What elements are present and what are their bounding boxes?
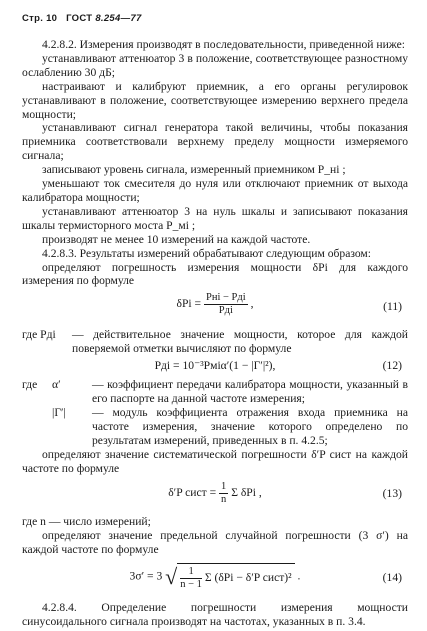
formula-13 [22, 475, 408, 515]
fraction [204, 292, 248, 317]
definition-label: где Pдi [22, 328, 56, 342]
definition-row [22, 328, 408, 356]
fraction-denominator: n [221, 494, 227, 506]
paragraph: записывают уровень сигнала, измеренный приемником P_нi ; [42, 163, 346, 177]
paragraph: настраивают и калибруют приемник, а его органы регулировок устанавливают в положение, соответствующее измерению верхнего предела мощности; [22, 79, 408, 121]
page-number: Стр. 10 [22, 13, 58, 24]
definition-symbol: α′ [52, 378, 61, 392]
fraction [180, 566, 202, 591]
fraction-denominator: n − 1 [180, 579, 202, 591]
formula-14 [22, 557, 408, 601]
fraction-numerator: 1 [221, 481, 227, 493]
paragraph: устанавливают сигнал генератора такой величины, чтобы показания приемника соответствовали верхнему пределу мощности измеряемого сигнала; [22, 121, 408, 163]
fraction-denominator: Pдi [218, 305, 233, 317]
definition-row [22, 378, 408, 406]
formula-number: (13) [382, 487, 402, 501]
paragraph: определяют значение предельной случайной погрешности (3 σ′) на каждой частоте по формуле [22, 529, 408, 557]
formula-lhs: δ′P сист = [168, 486, 217, 500]
formula-number: (12) [382, 359, 402, 373]
formula-tail: , [250, 297, 254, 311]
paragraph: определяют значение систематической погрешности δ′P сист на каждой частоте по формуле [22, 447, 408, 475]
paragraph: устанавливают аттенюатор 3 в положение, соответствующее разностному ослаблению 30 дБ; [22, 51, 408, 79]
fraction-numerator: Pнi − Pдi [206, 292, 246, 304]
formula-number: (14) [382, 571, 402, 585]
definition-text: — модуль коэффициента отражения входа приемника на частоте измерения, значение которого определено по результатам измерений, приведенных в п. 4.2.5; [92, 405, 408, 447]
definition-text: — коэффициент передачи калибратора мощности, указанный в его паспорте на данной частоте измерения; [92, 378, 408, 406]
formula-tail: . [297, 569, 301, 583]
document-body [22, 38, 408, 629]
formula-12 [22, 356, 408, 378]
standard-number: 8.254—77 [95, 13, 142, 24]
paragraph: 4.2.8.2. Измерения производят в последовательности, приведенной ниже: [42, 38, 406, 51]
definition-symbol: |Γ′| [52, 405, 66, 419]
paragraph: где n — число измерений; [22, 515, 151, 529]
paragraph: 4.2.8.3. Результаты измерений обрабатывают следующим образом: [42, 246, 371, 260]
paragraph: определяют погрешность измерения мощности δPi для каждого измерения по формуле [22, 260, 408, 288]
paragraph: 4.2.8.4. Определение погрешности измерения мощности синусоидального сигнала производят на частотах, указанных в п. 3.4. [22, 601, 408, 629]
radical-sign: √ [165, 564, 178, 590]
fraction [219, 481, 228, 506]
formula-number: (11) [383, 300, 402, 314]
formula-11 [22, 288, 408, 328]
definition-row [22, 406, 408, 448]
definition-text: — действительное значение мощности, которое для каждой поверяемой отметки вычисляют по формуле [72, 328, 408, 356]
paragraph: устанавливают аттенюатор 3 на нуль шкалы и записывают показания шкалы термисторного моста P_мi ; [22, 204, 408, 232]
formula-sum: Σ δPi , [231, 486, 262, 500]
standard-name: ГОСТ [66, 13, 93, 24]
fraction-numerator: 1 [180, 566, 202, 579]
formula-sum: Σ (δPi − δ′P сист)² [204, 571, 292, 585]
paragraph: уменьшают ток смесителя до нуля или отключают приемник от выхода калибратора мощности; [22, 177, 408, 204]
paragraph: производят не менее 10 измерений на каждой частоте. [42, 232, 311, 246]
formula-lhs: 3σ′ = 3 [129, 569, 163, 583]
radicand [177, 563, 294, 591]
formula-lhs: δPi = [176, 297, 202, 311]
formula-expression: Pдi = 10⁻³Pмiα′(1 − |Γ′|²), [154, 359, 276, 373]
page-header [22, 12, 142, 26]
definition-label: где [22, 378, 38, 392]
